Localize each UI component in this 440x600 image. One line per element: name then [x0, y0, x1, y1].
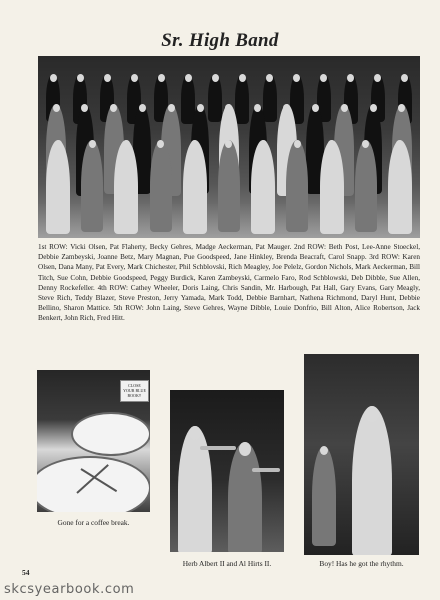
band-group-photo	[38, 56, 420, 238]
trumpet-caption: Herb Albert II and Al Hirts II.	[182, 559, 272, 568]
trumpet-icon	[200, 446, 236, 450]
page-number: 54	[22, 568, 30, 577]
timpani-drum-top	[71, 412, 150, 456]
classroom-sign: CLOSE YOUR BLUE BOOK!!	[120, 380, 149, 402]
timpani-caption: Gone for a coffee break.	[57, 518, 130, 527]
trumpet-icon	[252, 468, 280, 472]
conductor-photo	[304, 354, 419, 555]
conductor-caption: Boy! Has he got the rhythm.	[319, 559, 404, 568]
watermark: skcsyearbook.com	[4, 582, 135, 597]
trumpet-players-photo	[170, 390, 284, 552]
page-title: Sr. High Band	[161, 30, 279, 51]
timpani-drum-bottom	[37, 456, 150, 512]
roster-caption: 1st ROW: Vicki Olsen, Pat Flaherty, Becky Gehres, Madge Aeckerman, Pat Mauger. 2nd ROW: Beth Post, Lee-Anne Stoeckel, Debbie Zambeyski, Joanne Betz, Mary Magnan, Pue Goodspeed, Jane Hinkley, Brenda Beacraft, Carol Snapp. 3rd ROW: Karen Olsen, Dana Many, Pat Every, Mark Chichester, Phil Schblovski, Rich Meagley, Joe Pelelz, Gordon Nichols, Mark Aeckerman, Bill Titch, Sue Cohn, Debbie Goodspeed, Peggy Burdick, Karen Zambeyski, Carmelo Faro, Rod Schblowski, Deb Dibble, Sue Allen, Denny Rockefeller. 4th ROW: Cathey Wheeler, Doris Laing, Chris Sandin, Mr. Harbough, Pat Hall, Gary Evans, Gary Meagly, Steve Rich, Teddy Blazer, Steve Preston, Jerry Yamada, Mark Todd, Debbie Barnhart, Nathena Richmond, Daryl Hunt, Debbie Bellino, Sharon Mattice. 5th ROW: John Laing, Steve Gehres, Wayne Dibble, Louie Donfrio, Bill Alton, Alice Robertson, Jack Benkert, John Rich, Fred Hitt.	[38, 243, 420, 323]
timpani-photo	[37, 370, 150, 512]
